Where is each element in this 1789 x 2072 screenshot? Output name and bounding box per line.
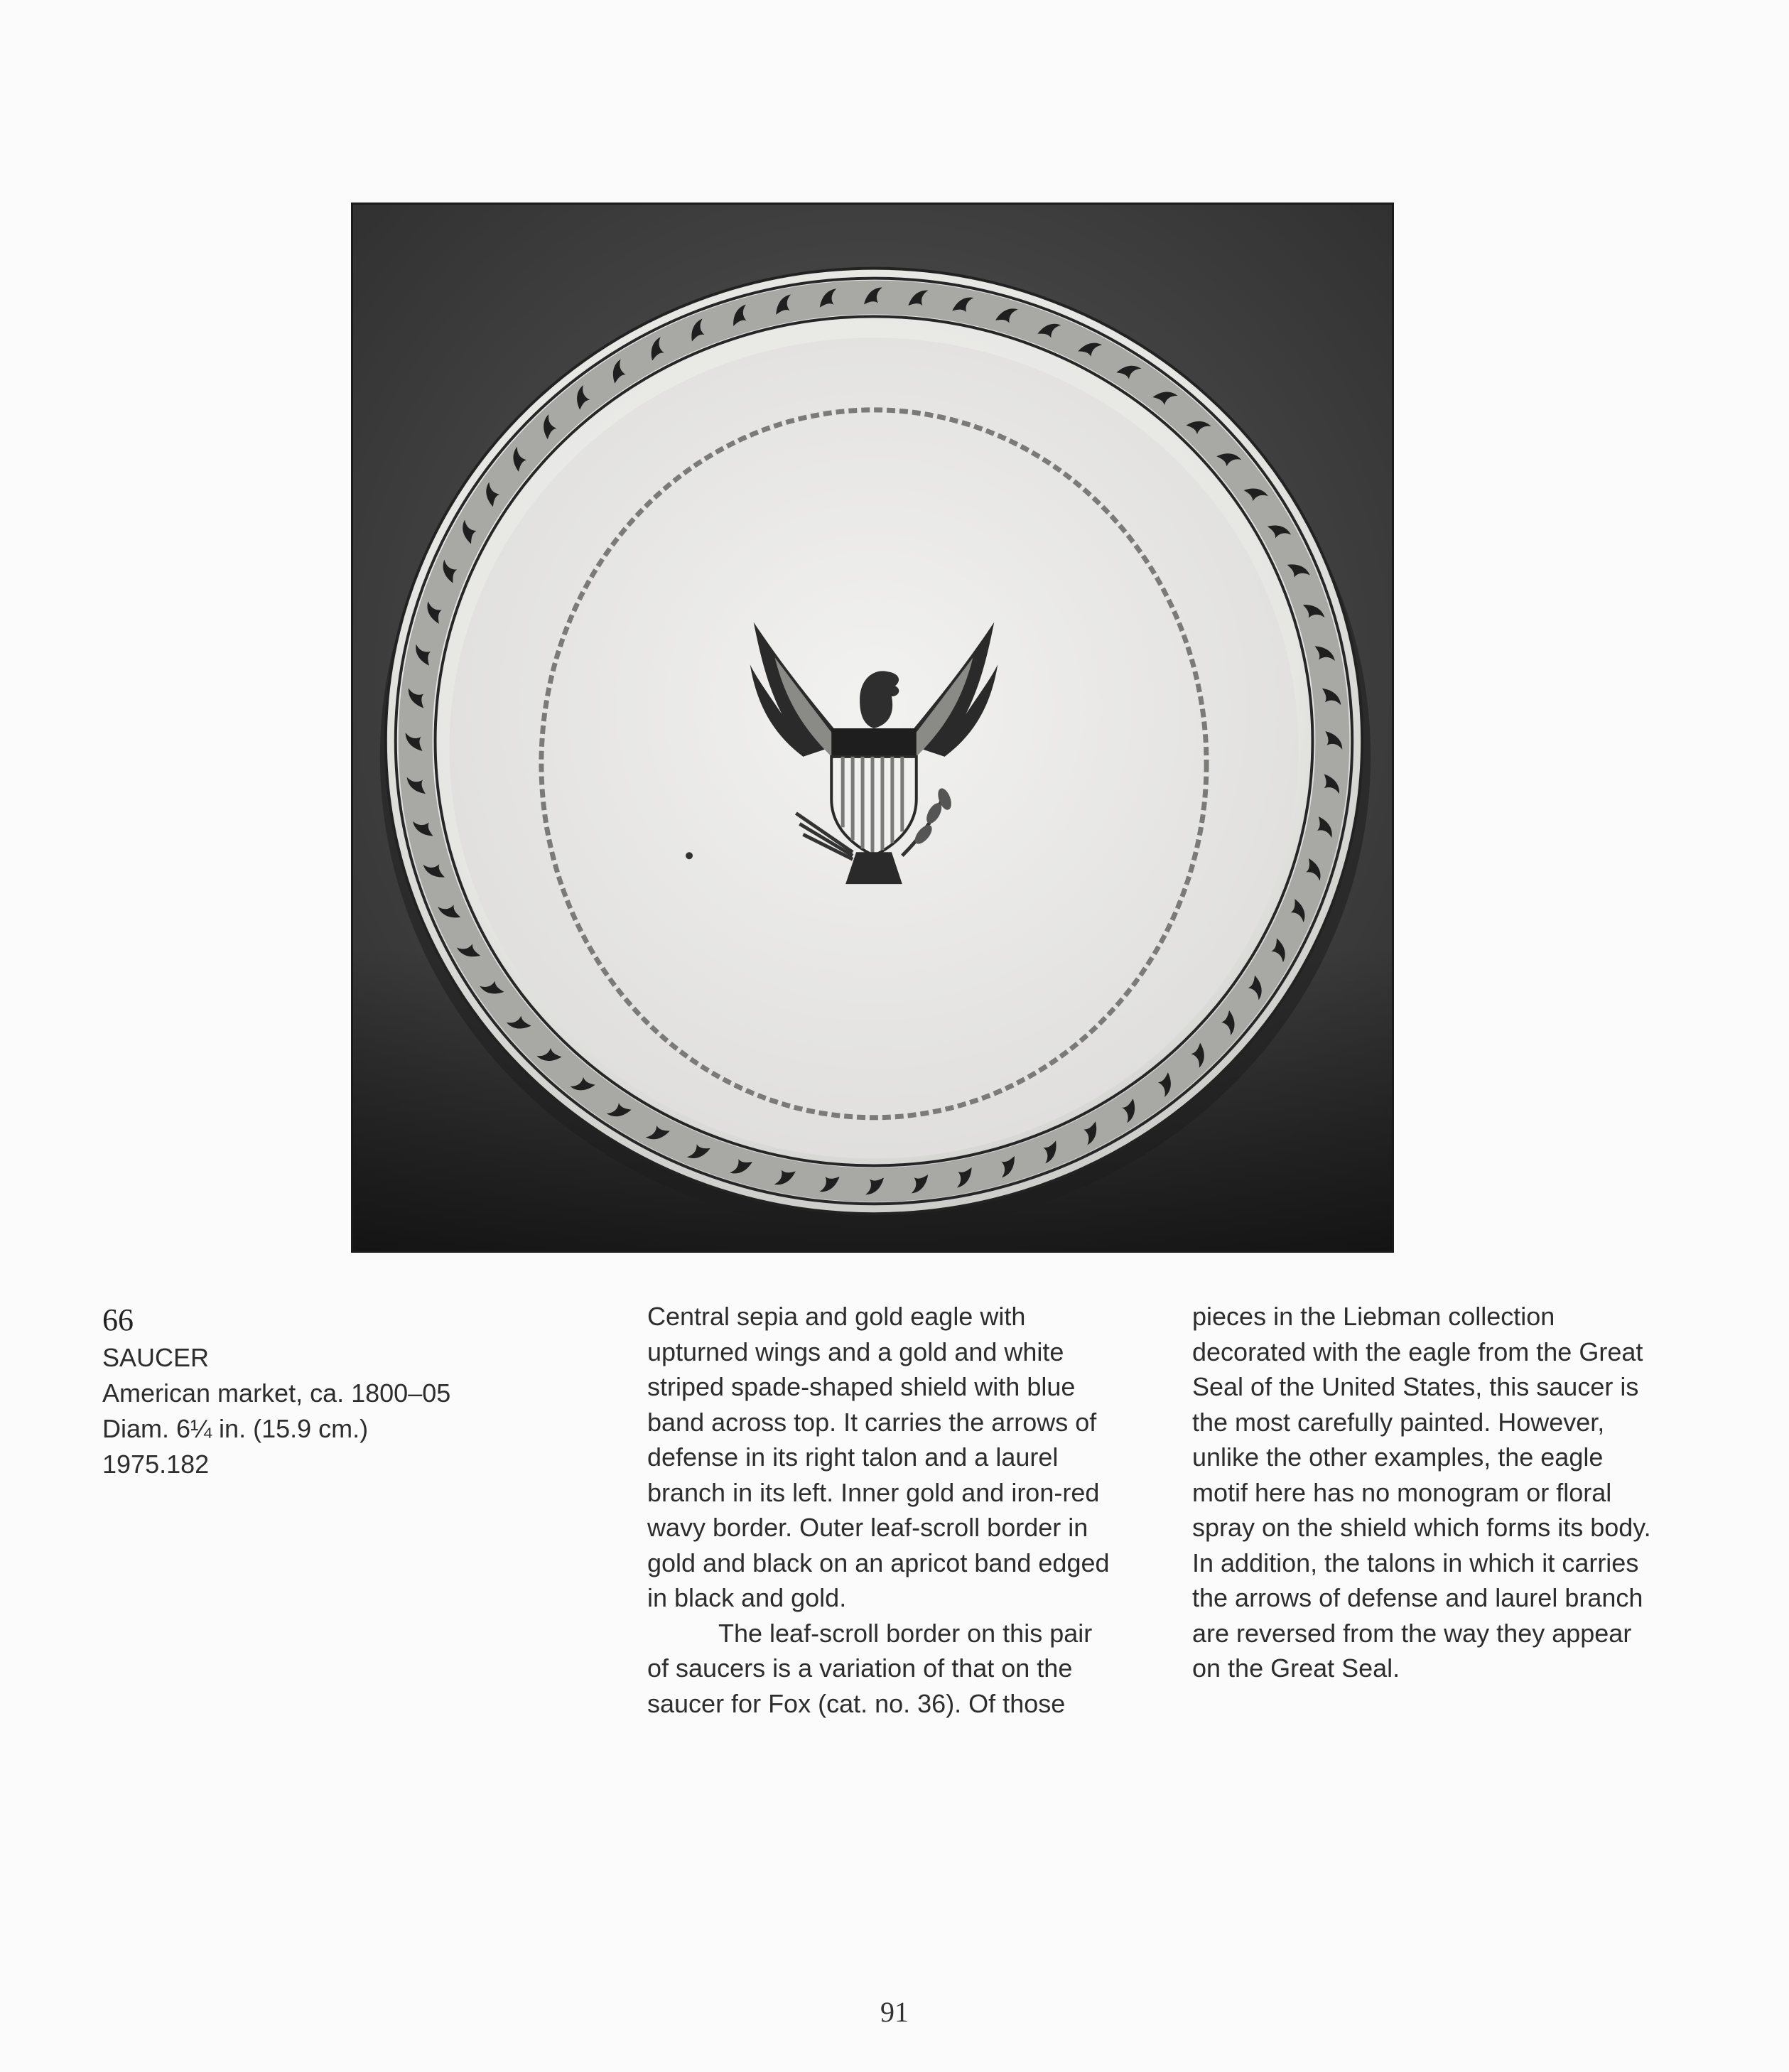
catalog-number: 66 bbox=[102, 1302, 134, 1337]
page-number: 91 bbox=[880, 1996, 909, 2028]
description-paragraph: Central sepia and gold eagle with upturned wings and a gold and white striped spade-shaped shield with blue band across top. It carries the arrows of defense in its right talon and a laurel branch in its left. Inner gold and iron-red wavy border. Outer leaf-scroll border in gold and black on an apricot band edged in black and gold. bbox=[647, 1302, 1110, 1612]
saucer-illustration bbox=[353, 205, 1392, 1251]
catalog-entry bbox=[102, 1300, 529, 1482]
dimensions: Diam. 6¼ in. (15.9 cm.) bbox=[102, 1414, 369, 1443]
text-column-2 bbox=[1192, 1299, 1661, 1686]
market-and-date: American market, ca. 1800–05 bbox=[102, 1378, 451, 1408]
object-type: SAUCER bbox=[102, 1343, 210, 1372]
commentary-continued-paragraph: pieces in the Liebman collection decorated with the eagle from the Great Seal of the United States, this saucer is the most carefully painted. However, unlike the other examples, the eagle motif here has no monogram or floral spray on the shield which forms its body. In addition, the talons in which it carries the arrows of defense and laurel branch are reversed from the way they appear on the Great Seal. bbox=[1192, 1302, 1651, 1683]
accession-number: 1975.182 bbox=[102, 1450, 210, 1479]
saucer-photograph bbox=[351, 203, 1394, 1253]
text-column-1 bbox=[647, 1299, 1116, 1721]
commentary-paragraph: The leaf-scroll border on this pair of saucers is a variation of that on the saucer for Fox (cat. no. 36). Of those bbox=[647, 1618, 1093, 1718]
